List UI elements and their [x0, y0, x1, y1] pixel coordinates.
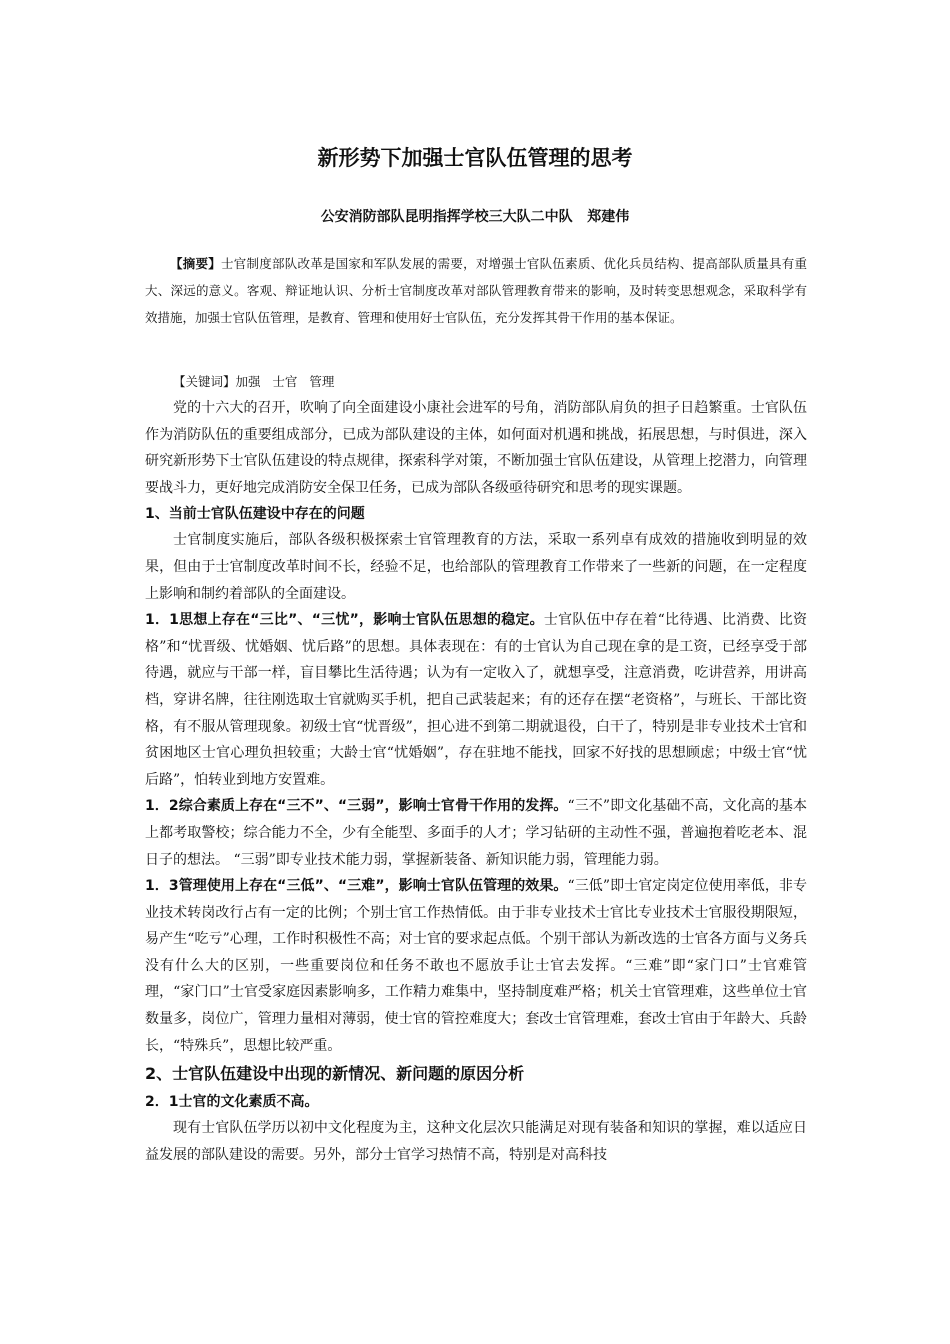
document-author: 公安消防部队昆明指挥学校三大队二中队 郑建伟: [320, 209, 630, 225]
section-1-intro: 士官制度实施后，部队各级积极探索士官管理教育的方法，采取一系列卓有成效的措施收到明显的效果，但由于士官制度改革时间不长，经验不足，也给部队的管理教育工作带来了一些新的问题，在一定程度上影响和制约着部队的全面建设。: [145, 532, 807, 602]
keywords: 【关键词】加强 士官 管理: [173, 374, 335, 389]
abstract-label: 【摘要】: [170, 256, 221, 271]
document-body: [145, 395, 807, 1168]
section-2-heading: 2、士官队伍建设中出现的新情况、新问题的原因分析: [145, 1064, 525, 1084]
section-1-item-1-lead: 1．1思想上存在“三比”、“三忧”，影响士官队伍思想的稳定。: [145, 612, 544, 629]
section-1-item-3-lead: 1．3管理使用上存在“三低”、“三难”，影响士官队伍管理的效果。: [145, 878, 568, 895]
section-1-item-3-text: “三低”即士官定岗定位使用率低，非专业技术转岗改行占有一定的比例；个别士官工作热情低。由于非专业技术士官比专业技术士官服役期限短，易产生“吃亏”心理，工作时积极性不高；对士官的要求起点低。个别干部认为新改选的士官各方面与义务兵没有什么大的区别，一些重要岗位和任务不敢也不愿放手让士官去发挥。“三难”即“家门口”士官难管理，“家门口”士官受家庭因素影响多，工作精力难集中，坚持制度难严格；机关士官管理难，这些单位士官数量多，岗位广，管理力量相对薄弱，使士官的管控难度大；套改士官管理难，套改士官由于年龄大、兵龄长，“特殊兵”，思想比较严重。: [145, 878, 807, 1054]
section-2-text: 现有士官队伍学历以初中文化程度为主，这种文化层次只能满足对现有装备和知识的掌握，难以适应日益发展的部队建设的需要。另外，部分士官学习热情不高，特别是对高科技: [145, 1120, 807, 1163]
section-1-item-2-lead: 1．2综合素质上存在“三不”、“三弱”，影响士官骨干作用的发挥。: [145, 798, 568, 815]
section-1-item-2-text: “三不”即文化基础不高，文化高的基本上都考取警校；综合能力不全，少有全能型、多面手的人才；学习钻研的主动性不强，普遍抱着吃老本、混日子的想法。 “三弱”即专业技术能力弱，掌握新装备、新知识能力弱，管理能力弱。: [145, 798, 807, 868]
section-1-item-3: [145, 873, 807, 1059]
abstract: [145, 250, 807, 331]
section-1-item-2: [145, 793, 807, 873]
section-1-item-1: [145, 607, 807, 793]
document-title: 新形势下加强士官队伍管理的思考: [317, 146, 633, 170]
section-1-item-1-text: 士官队伍中存在着“比待遇、比消费、比资格”和“忧晋级、忧婚姻、忧后路”的思想。具体表现在：有的士官认为自己现在拿的是工资，已经享受于部待遇，就应与干部一样，盲目攀比生活待遇；认为有一定收入了，就想享受，注意消费，吃讲营养，用讲高档，穿讲名牌，往往刚选取士官就购买手机，把自己武装起来；有的还存在摆“老资格”，与班长、干部比资格，有不服从管理现象。初级士官“忧晋级”，担心进不到第二期就退役，白干了，特别是非专业技术士官和贫困地区士官心理负担较重；大龄士官“忧婚姻”，存在驻地不能找，回家不好找的思想顾虑；中级士官“忧后路”，怕转业到地方安置难。: [145, 612, 808, 788]
section-2-sub-heading: 2．1士官的文化素质不高。: [145, 1094, 319, 1111]
intro-paragraph: 党的十六大的召开，吹响了向全面建设小康社会进军的号角，消防部队肩负的担子日趋繁重。士官队伍作为消防队伍的重要组成部分，已成为部队建设的主体，如何面对机遇和挑战，拓展思想，与时俱进，深入研究新形势下士官队伍建设的特点规律，探索科学对策，不断加强士官队伍建设，从管理上挖潜力，向管理要战斗力，更好地完成消防安全保卫任务，已成为部队各级亟待研究和思考的现实课题。: [145, 400, 807, 496]
section-1-heading: 1、当前士官队伍建设中存在的问题: [145, 506, 365, 523]
abstract-text: 士官制度部队改革是国家和军队发展的需要，对增强士官队伍素质、优化兵员结构、提高部队质量具有重大、深远的意义。客观、辩证地认识、分析士官制度改革对部队管理教育带来的影响，及时转变思想观念，采取科学有效措施，加强士官队伍管理，是教育、管理和使用好士官队伍，充分发挥其骨干作用的基本保证。: [145, 256, 807, 325]
